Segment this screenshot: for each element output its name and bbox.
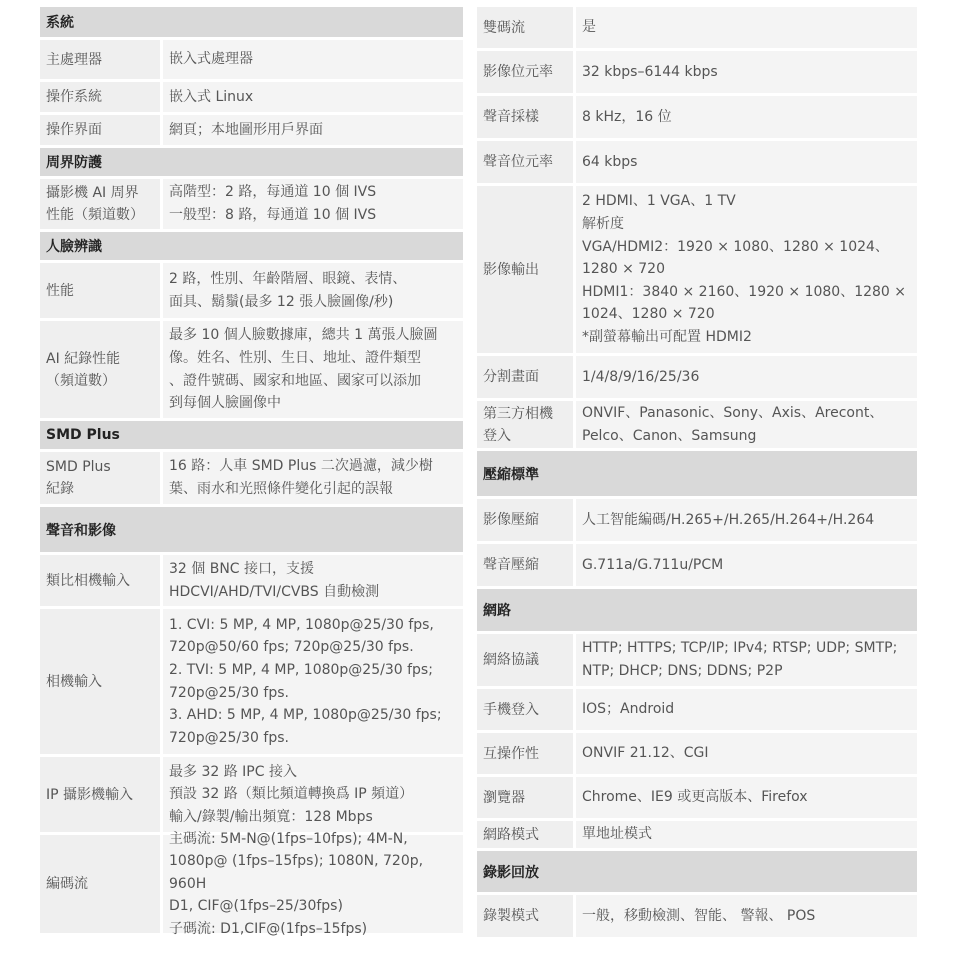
spec-label-cell — [40, 835, 160, 933]
section-title: 網路 — [483, 603, 511, 619]
spec-label: 影像位元率 — [483, 64, 553, 80]
spec-value-cell — [576, 51, 917, 93]
section-title: SMD Plus — [46, 427, 120, 443]
spec-label-cell — [40, 555, 160, 606]
spec-row — [40, 609, 463, 754]
spec-value: 最多 10 個人臉數據庫，總共 1 萬張人臉圖 像。姓名、性別、生日、地址、證件類型 、證件號碼、國家和地區、國家可以添加 到每個人臉圖像中 — [169, 327, 438, 412]
spec-value: G.711a/G.711u/PCM — [582, 556, 724, 573]
spec-value-cell — [576, 544, 917, 586]
spec-row — [40, 757, 463, 832]
spec-label-cell — [40, 82, 160, 112]
section-title: 壓縮標準 — [483, 466, 539, 483]
spec-label: 操作界面 — [46, 122, 102, 138]
spec-label: 影像輸出 — [483, 261, 539, 278]
spec-label: IP 攝影機輸入 — [46, 786, 134, 803]
spec-row — [40, 452, 463, 504]
spec-row — [477, 634, 917, 686]
section-header — [40, 421, 463, 449]
section-title: 人臉辨識 — [46, 239, 102, 255]
spec-value: 網頁；本地圖形用戶界面 — [169, 121, 323, 138]
spec-label: 網路模式 — [483, 826, 539, 843]
section-title: 錄影回放 — [483, 864, 539, 881]
spec-value-cell — [163, 830, 463, 937]
spec-row — [40, 40, 463, 79]
section-header — [40, 507, 463, 552]
spec-label-cell — [40, 452, 160, 504]
spec-value-cell — [576, 689, 917, 730]
spec-label-cell — [477, 689, 573, 730]
spec-value: 16 路：人車 SMD Plus 二次過濾，減少樹 葉、雨水和光照條件變化引起的誤報 — [169, 458, 433, 497]
spec-label-cell — [477, 7, 573, 48]
spec-value-cell — [576, 186, 917, 353]
spec-value-cell — [576, 634, 917, 686]
spec-row — [477, 733, 917, 774]
spec-value: 嵌入式 Linux — [169, 88, 254, 105]
spec-value-cell — [163, 263, 463, 318]
spec-label: 聲音壓縮 — [483, 557, 539, 573]
spec-label-cell — [40, 40, 160, 79]
spec-label: 網絡協議 — [483, 652, 539, 668]
spec-value-cell — [163, 609, 463, 754]
spec-value: 1. CVI: 5 MP, 4 MP, 1080p@25/30 fps, 720p@50/60 fps; 720p@25/30 fps. 2. TVI: 5 MP, 4 MP, 1080p@25/30 fps; 720p@25/30 fps. 3. AHD: 5 MP, 4 MP, 1080p@25/30 fps; 720p@25/30 fps. — [169, 616, 442, 746]
spec-value: Chrome、IE9 或更高版本、Firefox — [582, 789, 808, 806]
spec-label: 聲音位元率 — [483, 154, 553, 170]
spec-value-cell — [576, 733, 917, 774]
spec-label-cell — [40, 115, 160, 145]
section-header — [477, 451, 917, 496]
section-title: 聲音和影像 — [46, 522, 116, 539]
section-header — [477, 589, 917, 631]
section-title: 系統 — [46, 15, 74, 31]
spec-label-cell — [40, 321, 160, 418]
spec-label-cell — [477, 634, 573, 686]
spec-label-cell — [40, 757, 160, 832]
spec-label: AI 紀錄性能 （頻道數） — [46, 350, 121, 389]
spec-value-cell — [163, 179, 463, 229]
spec-label: 互操作性 — [483, 745, 539, 762]
spec-label: 類比相機輸入 — [46, 572, 130, 589]
spec-label: 編碼流 — [46, 876, 88, 892]
spec-value: 主碼流: 5M-N@(1fps–10fps); 4M-N, 1080p@ (1fps–15fps); 1080N, 720p, 960H D1, CIF@(1fps–25/30fps) 子碼流: D1,CIF@(1fps–15fps) — [169, 830, 424, 937]
spec-value: 32 個 BNC 接口，支援 HDCVI/AHD/TVI/CVBS 自動檢測 — [169, 560, 380, 600]
spec-row — [477, 777, 917, 818]
spec-row — [477, 186, 917, 353]
spec-label-cell — [40, 179, 160, 229]
spec-value: 1/4/8/9/16/25/36 — [582, 368, 700, 385]
spec-row — [40, 179, 463, 229]
spec-value: 高階型：2 路，每通道 10 個 IVS 一般型：8 路，每通道 10 個 IVS — [169, 184, 377, 223]
spec-label: 影像壓縮 — [483, 512, 539, 528]
spec-label-cell — [477, 141, 573, 183]
spec-label: 錄製模式 — [483, 908, 539, 924]
spec-value: 64 kbps — [582, 153, 638, 170]
spec-value: 2 路，性別、年齡階層、眼鏡、表情、 面具、鬍鬚(最多 12 張人臉圖像/秒) — [169, 270, 407, 310]
spec-row — [40, 263, 463, 318]
spec-value: 32 kbps–6144 kbps — [582, 63, 718, 80]
spec-label-cell — [477, 401, 573, 448]
spec-row — [477, 499, 917, 541]
spec-row — [477, 544, 917, 586]
spec-row — [477, 821, 917, 848]
spec-value: 一般，移動檢測、智能、 警報、 POS — [582, 907, 816, 924]
spec-value-cell — [576, 356, 917, 398]
spec-row — [40, 555, 463, 606]
spec-value: ONVIF 21.12、CGI — [582, 745, 709, 762]
spec-value: HTTP; HTTPS; TCP/IP; IPv4; RTSP; UDP; SMTP; NTP; DHCP; DNS; DDNS; P2P — [582, 640, 898, 679]
spec-label: 手機登入 — [483, 701, 539, 718]
spec-label: 操作系統 — [46, 89, 102, 105]
section-header — [40, 148, 463, 176]
spec-value-cell — [576, 499, 917, 541]
spec-label-cell — [477, 51, 573, 93]
spec-value-cell — [576, 821, 917, 848]
spec-value: 8 kHz，16 位 — [582, 108, 672, 125]
spec-row — [477, 141, 917, 183]
right-spec-column — [477, 7, 917, 940]
spec-row — [477, 7, 917, 48]
spec-value: 最多 32 路 IPC 接入 預設 32 路（類比頻道轉換爲 IP 頻道） 輸入/錄製/輸出頻寬：128 Mbps — [169, 763, 414, 825]
spec-row — [40, 321, 463, 418]
spec-label-cell — [477, 96, 573, 138]
spec-label: 性能 — [46, 282, 74, 299]
spec-value-cell — [576, 895, 917, 937]
spec-row — [477, 356, 917, 398]
spec-value: 嵌入式處理器 — [169, 51, 253, 68]
spec-value-cell — [576, 7, 917, 48]
spec-value-cell — [163, 757, 463, 832]
spec-label: SMD Plus 紀錄 — [46, 459, 111, 497]
section-title: 周界防護 — [46, 155, 102, 171]
spec-label-cell — [40, 609, 160, 754]
spec-row — [40, 115, 463, 145]
spec-label-cell — [477, 186, 573, 353]
spec-label-cell — [477, 895, 573, 937]
spec-value-cell — [576, 777, 917, 818]
spec-value-cell — [576, 401, 917, 448]
spec-label-cell — [40, 263, 160, 318]
spec-label: 聲音採樣 — [483, 109, 539, 125]
spec-row — [477, 895, 917, 937]
spec-value: 是 — [582, 19, 596, 36]
spec-row — [477, 96, 917, 138]
spec-label: 相機輸入 — [46, 673, 102, 690]
spec-row — [40, 82, 463, 112]
spec-value-cell — [163, 40, 463, 79]
left-spec-column — [40, 7, 463, 936]
spec-row — [477, 51, 917, 93]
spec-value-cell — [163, 555, 463, 606]
spec-row — [477, 401, 917, 448]
spec-label: 雙碼流 — [483, 19, 525, 36]
spec-label-cell — [477, 777, 573, 818]
spec-row — [40, 830, 463, 937]
spec-label: 分割畫面 — [483, 369, 539, 385]
spec-value: IOS；Android — [582, 701, 675, 718]
section-header — [477, 851, 917, 892]
spec-value-cell — [163, 321, 463, 418]
spec-value-cell — [163, 82, 463, 112]
spec-value-cell — [163, 115, 463, 145]
spec-value: 單地址模式 — [582, 826, 652, 843]
section-header — [40, 232, 463, 260]
spec-value: ONVIF、Panasonic、Sony、Axis、Arecont、 Pelco、Canon、Samsung — [582, 404, 884, 444]
spec-label-cell — [477, 733, 573, 774]
spec-label-cell — [477, 356, 573, 398]
spec-label: 瀏覽器 — [483, 789, 525, 806]
spec-value: 人工智能編碼/H.265+/H.265/H.264+/H.264 — [582, 511, 875, 528]
spec-label-cell — [477, 544, 573, 586]
spec-label-cell — [477, 821, 573, 848]
section-header — [40, 7, 463, 37]
spec-value-cell — [163, 452, 463, 504]
spec-label-cell — [477, 499, 573, 541]
spec-label: 第三方相機 登入 — [483, 405, 553, 444]
spec-row — [477, 689, 917, 730]
spec-value-cell — [576, 96, 917, 138]
spec-label: 主處理器 — [46, 51, 102, 68]
spec-label: 攝影機 AI 周界 性能（頻道數） — [46, 185, 144, 223]
spec-value-cell — [576, 141, 917, 183]
spec-value: 2 HDMI、1 VGA、1 TV 解析度 VGA/HDMI2：1920 × 1080、1280 × 1024、 1280 × 720 HDMI1：3840 × 2160、1920 × 1080、1280 × 1024、1280 × 720 *副螢幕輸出可配置 HDMI2 — [582, 193, 907, 345]
